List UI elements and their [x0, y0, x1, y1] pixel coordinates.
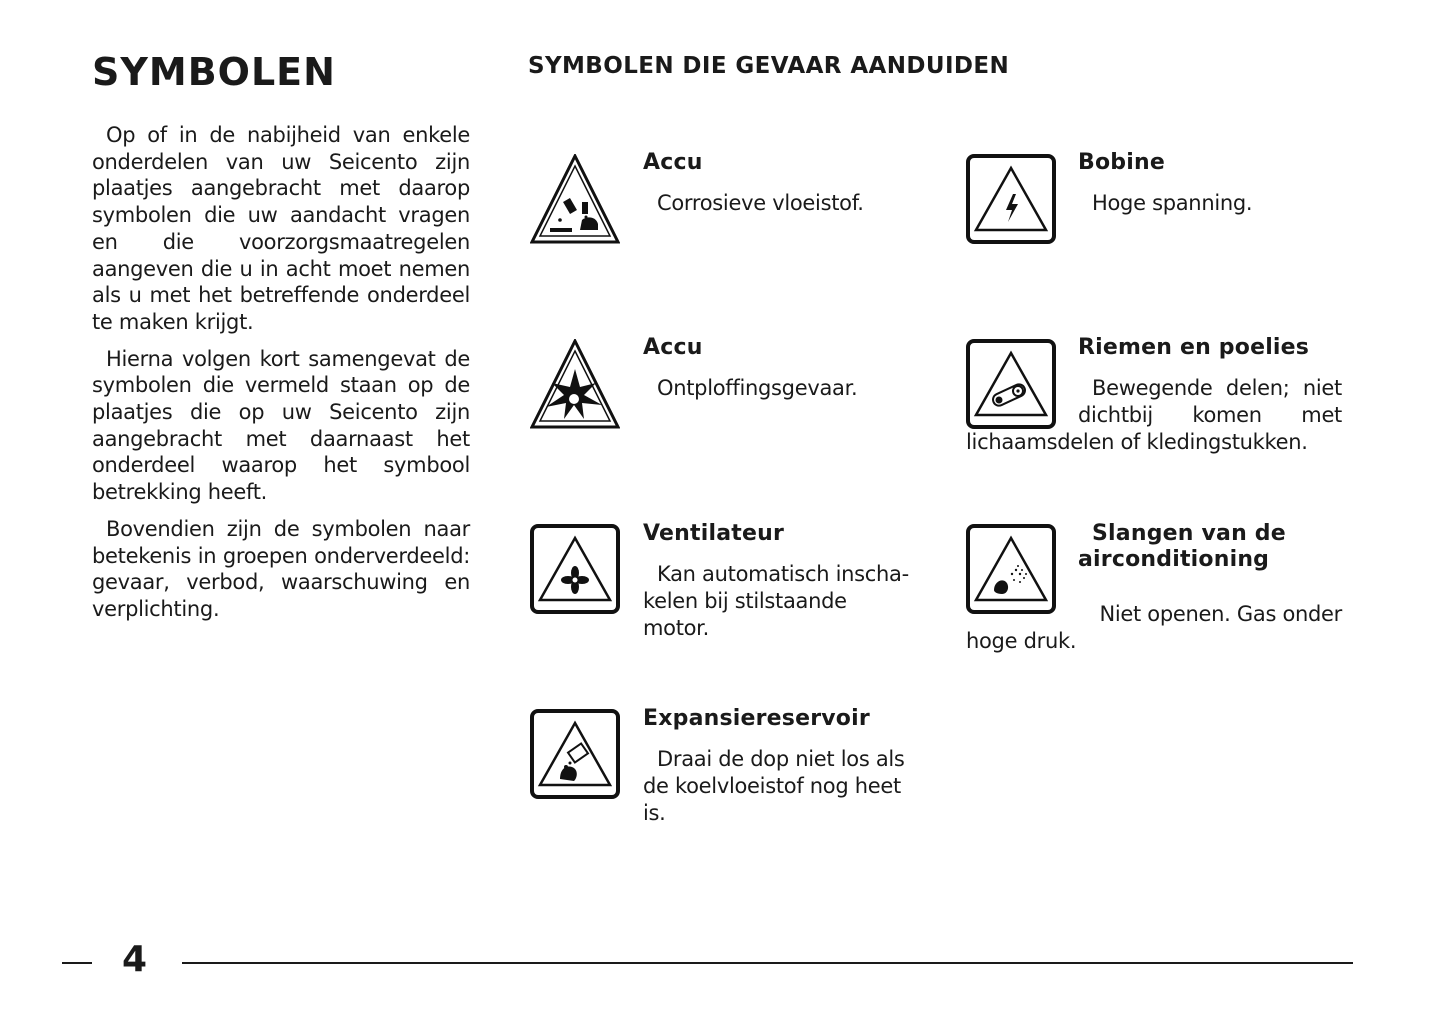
symbol-title: Ventilateur [643, 521, 784, 546]
symbol-title: Accu [643, 335, 703, 360]
corrosive-warning-icon [530, 154, 620, 244]
symbol-description: Ontploffingsgevaar. [657, 376, 858, 400]
footer-rule-left [62, 962, 92, 964]
explosion-warning-icon [530, 339, 620, 429]
section-title: SYMBOLEN DIE GEVAAR AANDUIDEN [528, 53, 1010, 79]
symbol-description: Hoge spanning. [1092, 191, 1253, 215]
intro-text [92, 122, 470, 633]
high-voltage-icon [966, 154, 1056, 244]
footer-rule-right [182, 962, 1353, 964]
symbol-description: lichaamsdelen of kledingstukken. [966, 430, 1308, 454]
symbol-title: Expansiereservoir [643, 706, 870, 731]
symbol-description: hoge druk. [966, 629, 1077, 653]
symbol-title: Bobine [1078, 150, 1165, 175]
intro-paragraph: Bovendien zijn de symbolen naar betekenis in groepen onderverdeeld: gevaar, verbod, waarschuwing en verplichting. [92, 516, 470, 621]
fan-icon [530, 524, 620, 614]
symbol-description: Bewegende delen; niet dichtbij komen met [1078, 376, 1342, 427]
symbol-title: Slangen van de airconditioning [1078, 521, 1286, 572]
symbol-description: Corrosieve vloeistof. [657, 191, 864, 215]
page-title: SYMBOLEN [92, 50, 336, 94]
intro-paragraph: Hierna volgen kort samengevat de symbolen die vermeld staan op de plaatjes die op uw Seicento zijn aangebracht met daarnaast het onderdeel waarop het symbool betrekking heeft. [92, 346, 470, 505]
belt-pulley-icon [966, 339, 1056, 429]
symbol-title: Accu [643, 150, 703, 175]
pressurized-gas-icon [966, 524, 1056, 614]
intro-paragraph: Op of in de nabijheid van enkele onderdelen van uw Seicento zijn plaatjes aangebracht met daarop symbolen die uw aandacht vragen en die voorzorgsmaatregelen aangeven die u in acht moet nemen als u met het betreffende onderdeel te maken krijgt. [92, 123, 470, 334]
page-number: 4 [122, 939, 148, 980]
symbol-description: Niet openen. Gas onder [1099, 602, 1342, 626]
hot-coolant-icon [530, 709, 620, 799]
symbol-title: Riemen en poelies [1078, 335, 1310, 360]
symbol-description: Draai de dop niet los als de koelvloeistof nog heet is. [643, 747, 905, 825]
symbol-description: Kan automatisch inscha-kelen bij stilstaande motor. [643, 562, 909, 640]
